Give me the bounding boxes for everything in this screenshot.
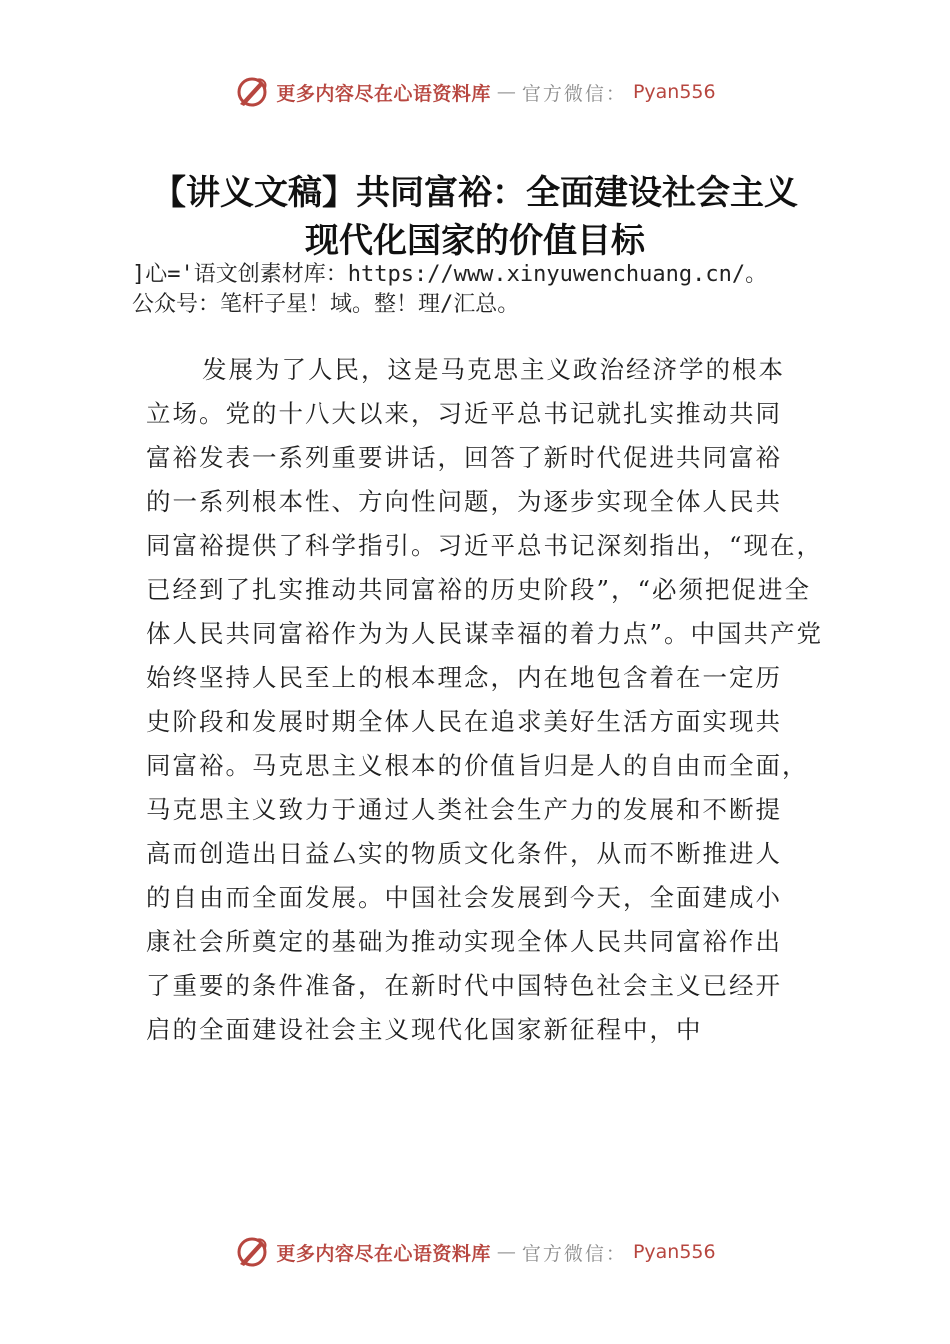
body-line: 马克思主义致力于通过人类社会生产力的发展和不断提 [146, 795, 782, 824]
banner-wechat-id: Pyan556 [632, 81, 716, 103]
body-line: 的自由而全面发展。中国社会发展到今天，全面建成小 [146, 883, 782, 912]
pen-logo-icon [234, 1234, 270, 1270]
source-line-2: 公众号：笔杆子星！域。整！理/汇总。 [132, 292, 520, 317]
body-line: 发展为了人民，这是马克思主义政治经济学的根本 [202, 355, 785, 384]
body-line: 的一系列根本性、方向性问题，为逐步实现全体人民共 [146, 487, 782, 516]
body-line: 高而创造出日益厶实的物质文化条件，从而不断推进人 [146, 839, 782, 868]
body-line: 同富裕。马克思主义根本的价值旨归是人的自由而全面， [146, 751, 809, 780]
body-line: 立场。党的十八大以来，习近平总书记就扎实推动共同 [146, 399, 782, 428]
banner-dash: — [496, 1241, 516, 1263]
banner-wechat-id: Pyan556 [632, 1241, 716, 1263]
document-title-line-1: 【讲义文稿】共同富裕：全面建设社会主义 [152, 173, 798, 213]
pen-logo-icon [234, 74, 270, 110]
body-paragraph [146, 348, 826, 1052]
body-line: 史阶段和发展时期全体人民在追求美好生活方面实现共 [146, 707, 782, 736]
source-line-1: ]心='语文创素材库：https://www.xinyuwenchuang.cn/。 [132, 262, 768, 287]
banner-dash: — [496, 81, 516, 103]
body-line: 已经到了扎实推动共同富裕的历史阶段”，“必须把促进全 [146, 575, 812, 604]
banner-wechat-label: 官方微信： [521, 82, 627, 105]
body-line: 始终坚持人民至上的根本理念，内在地包含着在一定历 [146, 663, 782, 692]
document-title-line-2: 现代化国家的价值目标 [305, 221, 645, 261]
banner-wechat-label: 官方微信： [521, 1242, 627, 1265]
header-banner [0, 72, 950, 112]
body-line: 体人民共同富裕作为为人民谋幸福的着力点”。中国共产党 [146, 619, 824, 648]
body-line: 富裕发表一系列重要讲话，回答了新时代促进共同富裕 [146, 443, 782, 472]
banner-text: 更多内容尽在心语资料库 [276, 82, 491, 105]
banner-text: 更多内容尽在心语资料库 [276, 1242, 491, 1265]
body-line: 启的全面建设社会主义现代化国家新征程中，中 [146, 1015, 703, 1044]
body-line: 康社会所奠定的基础为推动实现全体人民共同富裕作出 [146, 927, 782, 956]
body-line: 了重要的条件准备，在新时代中国特色社会主义已经开 [146, 971, 782, 1000]
footer-banner [0, 1232, 950, 1272]
body-line: 同富裕提供了科学指引。习近平总书记深刻指出，“现在， [146, 531, 824, 560]
